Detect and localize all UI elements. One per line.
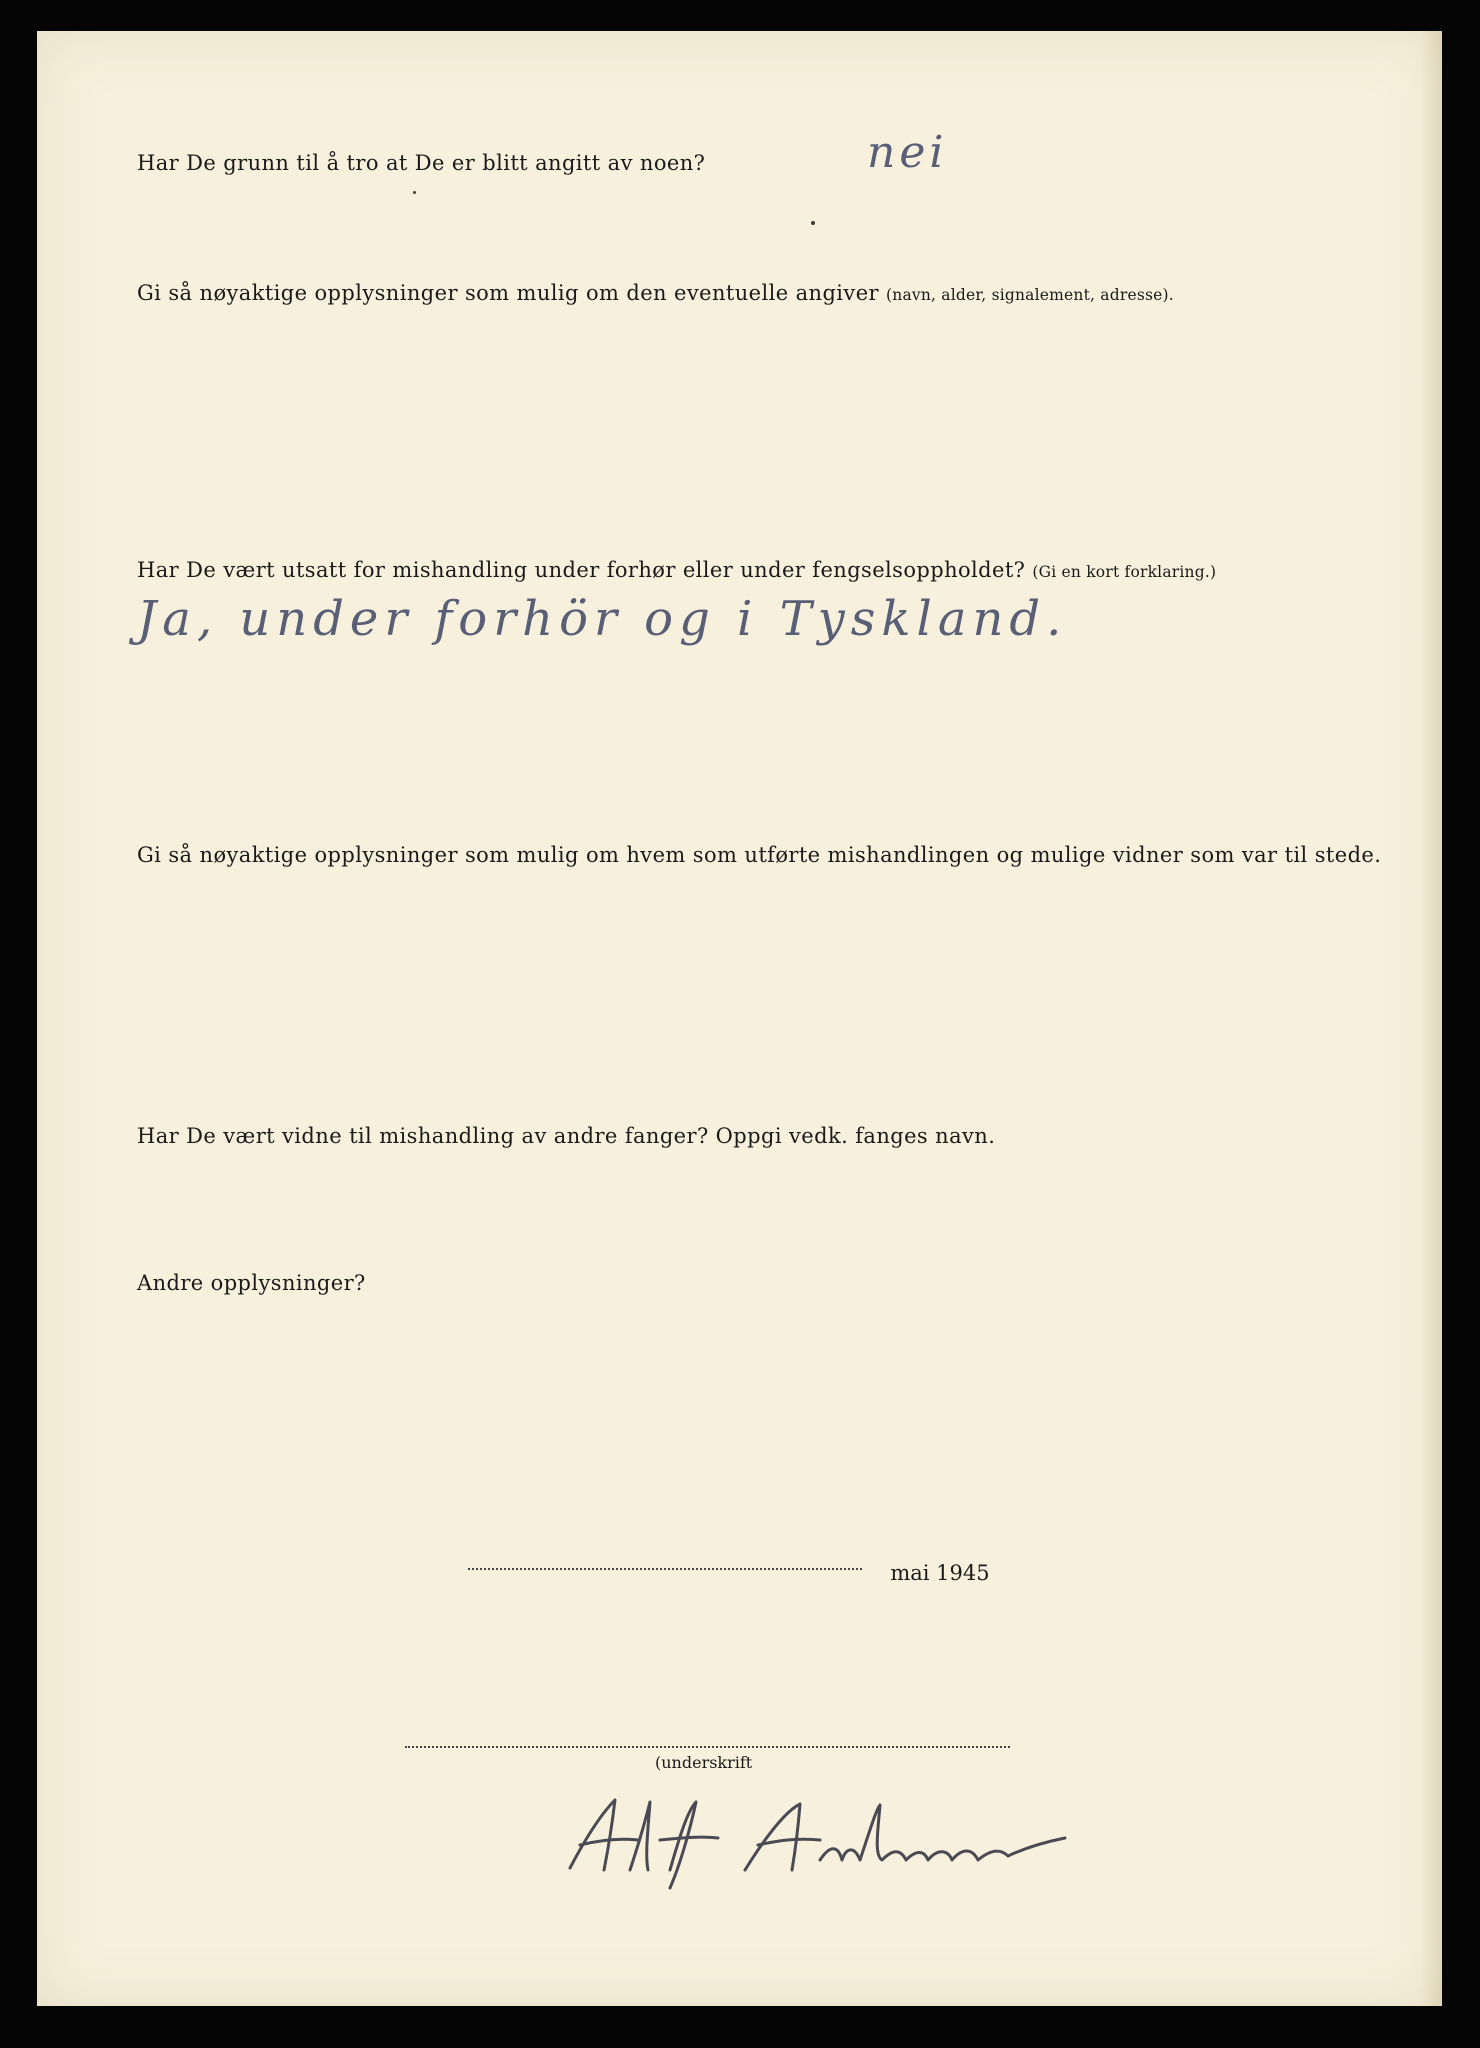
answer-reported-by-someone: nei (867, 127, 948, 178)
handwritten-signature (520, 1790, 1080, 1890)
form-paper (37, 31, 1442, 2006)
signature-dotted-line (405, 1746, 1010, 1748)
question-reported-by-someone: Har De grunn til å tro at De er blitt angitt av noen? (137, 151, 706, 175)
ink-speck (811, 221, 815, 225)
question-mistreatment-main: Har De vært utsatt for mishandling under forhør eller under fengselsoppholdet? (137, 558, 1026, 582)
question-mistreatment-note: (Gi en kort forklaring.) (1032, 563, 1217, 581)
answer-mistreatment: Ja, under forhör og i Tyskland. (137, 591, 1068, 647)
question-informer-details-main: Gi så nøyaktige opplysninger som mulig om den eventuelle angiver (137, 281, 879, 305)
ink-speck (413, 191, 416, 194)
question-other-information: Andre opplysninger? (137, 1271, 366, 1295)
date-month-year: mai 1945 (890, 1561, 990, 1585)
question-perpetrators-witnesses: Gi så nøyaktige opplysninger som mulig om hvem som utførte mishandlingen og mulige vidner som var til stede. (137, 843, 1382, 867)
date-dotted-line (468, 1568, 862, 1570)
question-mistreatment (137, 551, 1216, 591)
paper-edge-shading (1420, 31, 1442, 2006)
signature-label: (underskrift (655, 1753, 753, 1772)
question-informer-details-note: (navn, alder, signalement, adresse). (886, 286, 1174, 304)
question-witness-to-others: Har De vært vidne til mishandling av andre fanger? Oppgi vedk. fanges navn. (137, 1124, 996, 1148)
question-informer-details (137, 274, 1174, 314)
